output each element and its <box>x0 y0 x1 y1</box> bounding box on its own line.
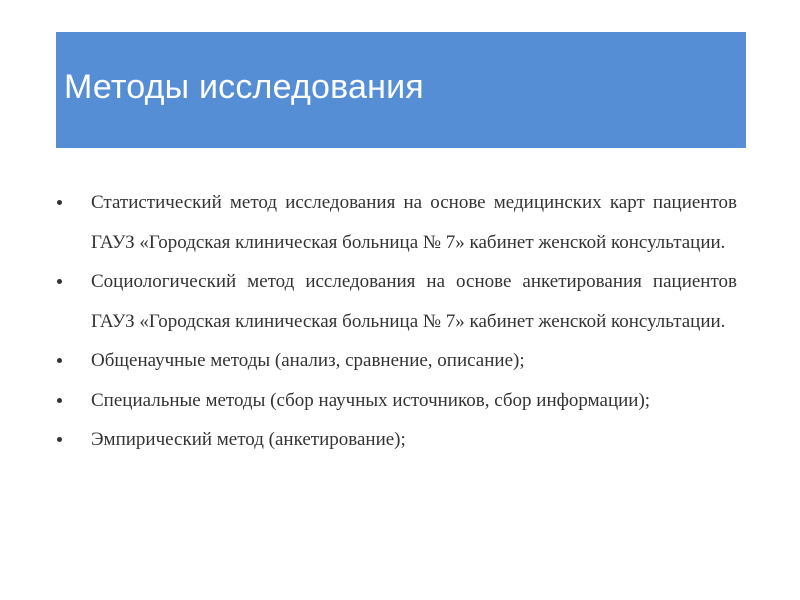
list-item-text: Общенаучные методы (анализ, сравнение, описание); <box>91 350 525 371</box>
list-item <box>57 183 737 262</box>
list-item-text: Специальные методы (сбор научных источников, сбор информации); <box>91 389 651 411</box>
slide-title: Методы исследования <box>64 68 424 106</box>
bullet-icon <box>57 279 62 284</box>
bullet-icon <box>57 398 62 403</box>
list-item <box>57 262 737 341</box>
methods-list <box>57 183 737 460</box>
list-item-text: Социологический метод исследования на основе анкетирования пациентов ГАУЗ «Городская клиническая больница № 7» кабинет женской консультации. <box>91 271 737 332</box>
bullet-icon <box>57 437 62 442</box>
list-item <box>57 420 737 460</box>
list-item-text: Эмпирический метод (анкетирование); <box>91 429 406 450</box>
list-item <box>57 341 737 381</box>
title-bar <box>56 32 746 148</box>
list-item <box>57 381 737 421</box>
bullet-icon <box>57 200 62 205</box>
bullet-icon <box>57 358 62 363</box>
list-item-text: Статистический метод исследования на основе медицинских карт пациентов ГАУЗ «Городская клиническая больница № 7» кабинет женской консультации. <box>91 192 737 253</box>
